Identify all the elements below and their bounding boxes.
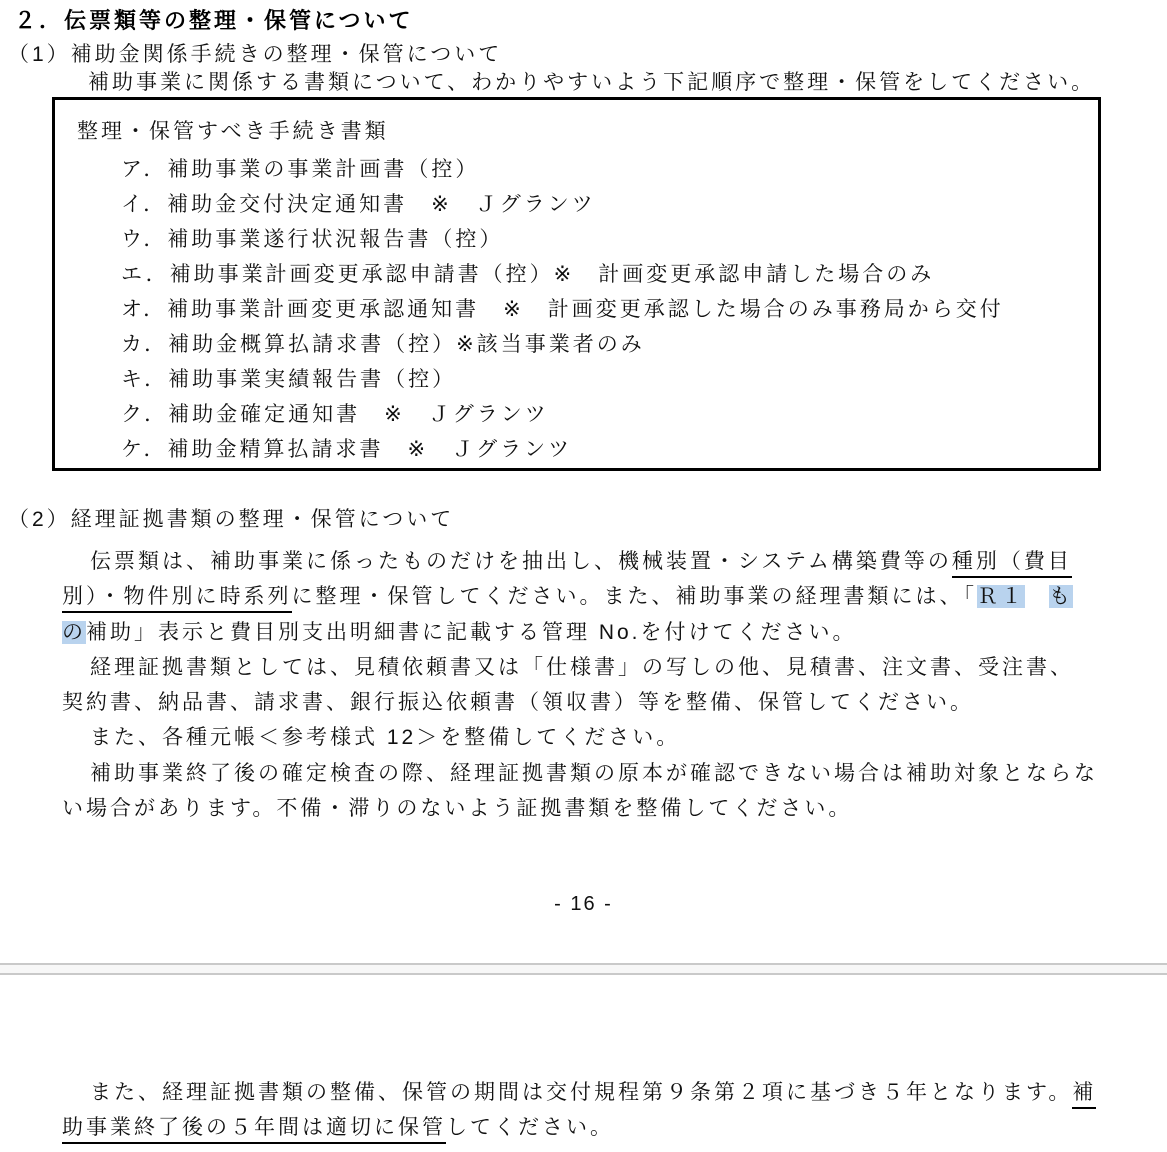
text-run: 契約書、納品書、請求書、銀行振込依頼書（領収書）等を整備、保管してください。 [62, 691, 974, 715]
paragraph-line [62, 1075, 1096, 1110]
page-break-separator [0, 963, 1167, 975]
list-item: ウ．補助事業遂行状況報告書（控） [121, 228, 504, 251]
paragraph-line [62, 615, 1098, 650]
text-run: また、各種元帳＜参考様式 12＞を整備してください。 [90, 726, 681, 750]
section-1-intro: 補助事業に関係する書類について、わかりやすいよう下記順序で整理・保管をしてください。 [88, 71, 1096, 94]
highlighted-text: Ｒ１ [977, 585, 1025, 609]
list-item: キ．補助事業実績報告書（控） [121, 368, 457, 391]
section-1-heading: （1）補助金関係手続きの整理・保管について [8, 43, 503, 66]
text-run: 補助」表示と費目別支出明細書に記載する管理 No.を付けてください。 [86, 620, 857, 644]
paragraph-line [62, 650, 1098, 685]
procedure-box-heading: 整理・保管すべき手続き書類 [77, 120, 389, 143]
list-item: ク．補助金確定通知書 ※ Ｊグランツ [121, 403, 549, 426]
list-item: カ．補助金概算払請求書（控）※該当事業者のみ [121, 333, 645, 356]
doc-title: ２．伝票類等の整理・保管について [14, 8, 414, 33]
text-run: してください。 [446, 1116, 614, 1140]
next-page-body [62, 1075, 1096, 1146]
paragraph-line [62, 756, 1098, 791]
highlighted-text: も [1049, 585, 1073, 609]
paragraph-line [62, 579, 1098, 614]
text-run: 補助事業終了後の確定検査の際、経理証拠書類の原本が確認できない場合は補助対象とならな [90, 761, 1098, 785]
list-item: エ．補助事業計画変更承認申請書（控）※ 計画変更承認申請した場合のみ [121, 263, 935, 286]
list-item: オ．補助事業計画変更承認通知書 ※ 計画変更承認した場合のみ事務局から交付 [121, 298, 1004, 321]
paragraph-line [62, 720, 1098, 755]
procedure-documents-box [52, 97, 1101, 471]
highlighted-text: の [62, 620, 86, 644]
text-run: 経理証拠書類としては、見積依頼書又は「仕様書」の写しの他、見積書、注文書、受注書、 [90, 655, 1074, 679]
section-2-heading: （2）経理証拠書類の整理・保管について [8, 508, 455, 531]
paragraph-line [62, 791, 1098, 826]
text-run: また、経理証拠書類の整備、保管の期間は交付規程第９条第２項に基づき５年となります。 [90, 1081, 1073, 1104]
underlined-text: 種別（費目 [952, 550, 1072, 578]
underlined-text: 補 [1072, 1081, 1096, 1109]
list-item: ア．補助事業の事業計画書（控） [121, 158, 480, 181]
text-run: い場合があります。不備・滞りのないよう証拠書類を整備してください。 [62, 797, 853, 821]
text-run: に整理・保管してください。また、補助事業の経理書類には、「 [291, 585, 977, 609]
underlined-text: 助事業終了後の５年間は適切に保管 [62, 1116, 446, 1144]
procedure-box-item-list [121, 152, 1004, 467]
underlined-text: 別）・物件別に時系列 [62, 585, 292, 613]
paragraph-line [62, 544, 1098, 579]
list-item: ケ．補助金精算払請求書 ※ Ｊグランツ [121, 438, 573, 461]
paragraph-line [62, 685, 1098, 720]
section-2-body [62, 544, 1098, 826]
list-item: イ．補助金交付決定通知書 ※ Ｊグランツ [121, 193, 596, 216]
paragraph-line [62, 1110, 1096, 1145]
text-run: 伝票類は、補助事業に係ったものだけを抽出し、機械装置・システム構築費等の [90, 550, 952, 573]
text-run [1025, 585, 1049, 608]
page-number: - 16 - [554, 893, 613, 915]
